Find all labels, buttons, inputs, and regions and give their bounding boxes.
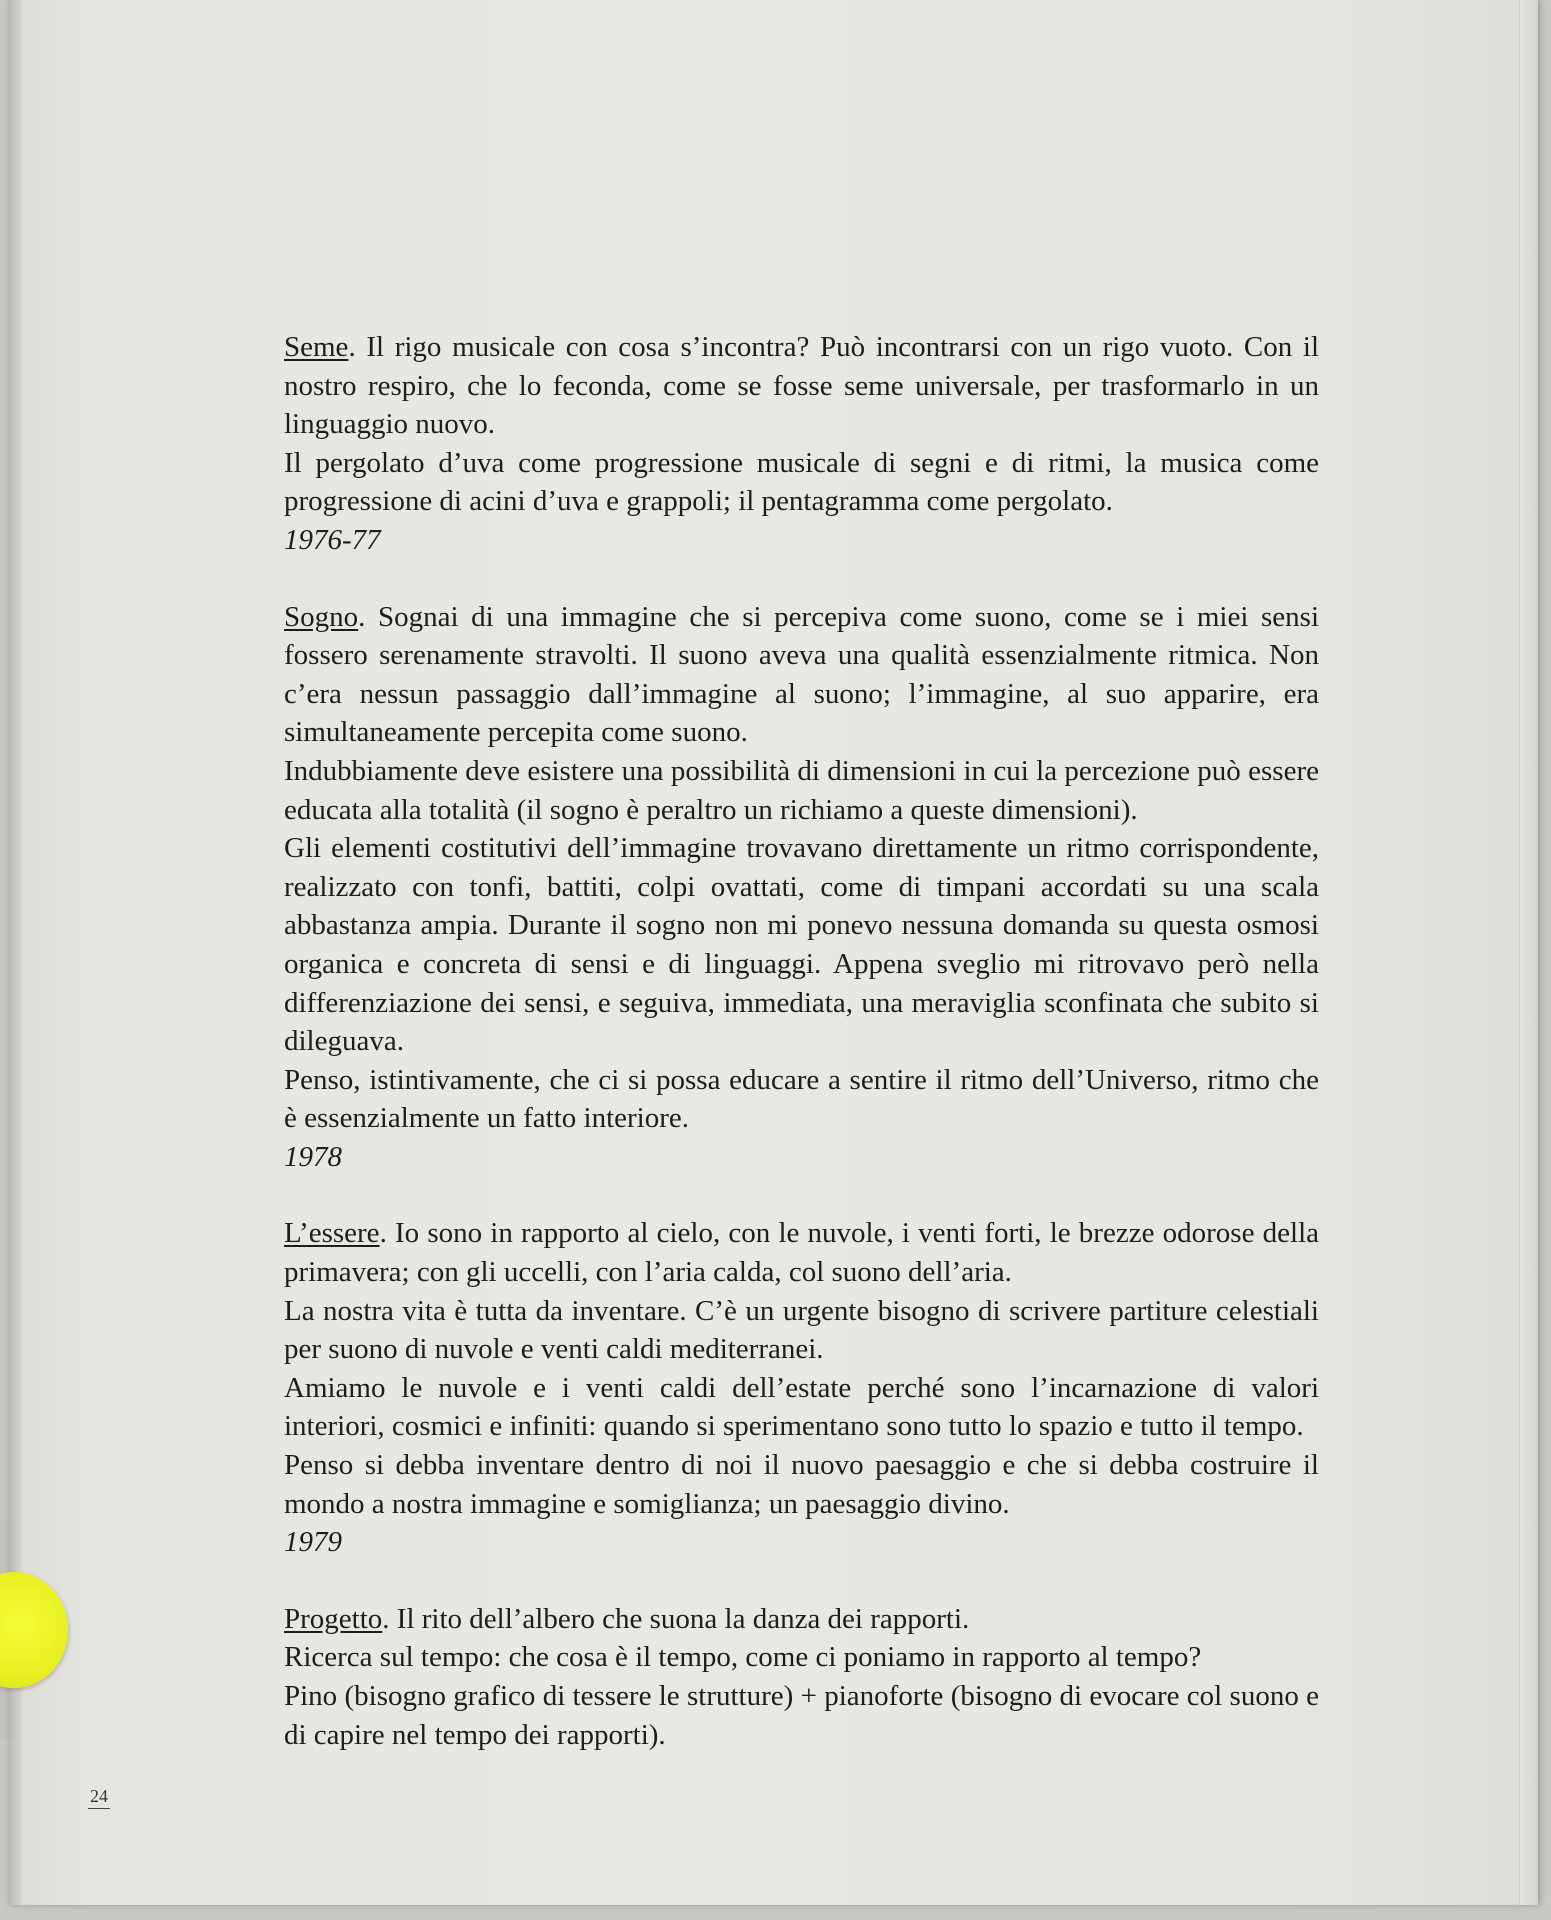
paragraph: Ricerca sul tempo: che cosa è il tempo, come ci poniamo in rapporto al tempo? bbox=[284, 1641, 1202, 1674]
paragraph-text: Il rito dell’albero che suona la danza dei rapporti. bbox=[396, 1602, 970, 1635]
paragraph: L’essere. Io sono in rapporto al cielo, con le nuvole, i venti forti, le brezze odorose della primavera; con gli uccelli, con l’aria calda, col suono dell’aria. bbox=[284, 1217, 1319, 1289]
section-heading: Sogno bbox=[284, 600, 359, 633]
page-right-edge bbox=[1519, 0, 1538, 1905]
paragraph: Gli elementi costitutivi dell’immagine trovavano direttamente un ritmo corrispondente, realizzato con tonfi, battiti, colpi ovattati, come di timpani accordati su una scala abbastanza ampia. Durante il sogno non mi ponevo nessuna domanda su questa osmosi organica e concreta di sensi e di linguaggi. Appena sveglio mi ritrovavo però nella differenziazione dei sensi, e seguiva, immediata, una meraviglia sconfinata che subito si dileguava. bbox=[284, 832, 1319, 1058]
section-heading: Progetto bbox=[284, 1602, 383, 1635]
section-heading: L’essere bbox=[284, 1217, 380, 1250]
paragraph: Pino (bisogno grafico di tessere le strutture) + pianoforte (bisogno di evocare col suono e di capire nel tempo dei rapporti). bbox=[284, 1680, 1319, 1751]
paragraph: Sogno. Sognai di una immagine che si percepiva come suono, come se i miei sensi fossero serenamente stravolti. Il suono aveva una qualità essenzialmente ritmica. Non c’era nessun passaggio dall’immagine al suono; l’immagine, al suo apparire, era simultaneamente percepita come suono. bbox=[284, 600, 1320, 749]
page-text bbox=[284, 328, 1319, 1792]
paragraph: Penso si debba inventare dentro di noi il nuovo paesaggio e che si debba costruire il mondo a nostra immagine e somiglianza; un paesaggio divino. bbox=[284, 1449, 1319, 1520]
section-essere bbox=[284, 1214, 1319, 1561]
section-year: 1978 bbox=[284, 1140, 342, 1173]
paragraph: Seme. Il rigo musicale con cosa s’incontra? Può incontrarsi con un rigo vuoto. Con il nostro respiro, che lo feconda, come se fosse seme universale, per trasformarlo in un linguaggio nuovo. bbox=[284, 331, 1319, 441]
section-seme bbox=[284, 328, 1319, 560]
paragraph-text: Io sono in rapporto al cielo, con le nuvole, i venti forti, le brezze odorose della primavera; con gli uccelli, con l’aria calda, col suono dell’aria. bbox=[284, 1217, 1319, 1289]
paragraph: La nostra vita è tutta da inventare. C’è un urgente bisogno di scrivere partiture celestiali per suono di nuvole e venti caldi mediterranei. bbox=[284, 1294, 1319, 1366]
paragraph-text: Il rigo musicale con cosa s’incontra? Può incontrarsi con un rigo vuoto. Con il nostro respiro, che lo feconda, come se fosse seme universale, per trasformarlo in un linguaggio nuovo. bbox=[284, 331, 1319, 441]
paragraph: Progetto. Il rito dell’albero che suona la danza dei rapporti. bbox=[284, 1602, 970, 1635]
section-progetto bbox=[284, 1600, 1319, 1754]
section-heading: Seme bbox=[284, 331, 349, 363]
section-sogno bbox=[284, 598, 1319, 1177]
page-number: 24 bbox=[88, 1786, 110, 1809]
paragraph: Indubbiamente deve esistere una possibilità di dimensioni in cui la percezione può essere educata alla totalità (il sogno è peraltro un richiamo a queste dimensioni). bbox=[284, 754, 1319, 826]
paragraph: Il pergolato d’uva come progressione musicale di segni e di ritmi, la musica come progressione di acini d’uva e grappoli; il pentagramma come pergolato. bbox=[284, 446, 1319, 518]
section-year: 1976-77 bbox=[284, 523, 381, 556]
paragraph: Amiamo le nuvole e i venti caldi dell’estate perché sono l’incarnazione di valori interiori, cosmici e infiniti: quando si sperimentano sono tutto lo spazio e tutto il tempo. bbox=[284, 1371, 1319, 1443]
paragraph-text: Sognai di una immagine che si percepiva come suono, come se i miei sensi fossero serenamente stravolti. Il suono aveva una qualità essenzialmente ritmica. Non c’era nessun passaggio dall’immagine al suono; l’immagine, al suo apparire, era simultaneamente percepita come suono. bbox=[284, 600, 1320, 749]
paragraph: Penso, istintivamente, che ci si possa educare a sentire il ritmo dell’Universo, ritmo che è essenzialmente un fatto interiore. bbox=[284, 1063, 1319, 1135]
section-year: 1979 bbox=[284, 1526, 342, 1559]
